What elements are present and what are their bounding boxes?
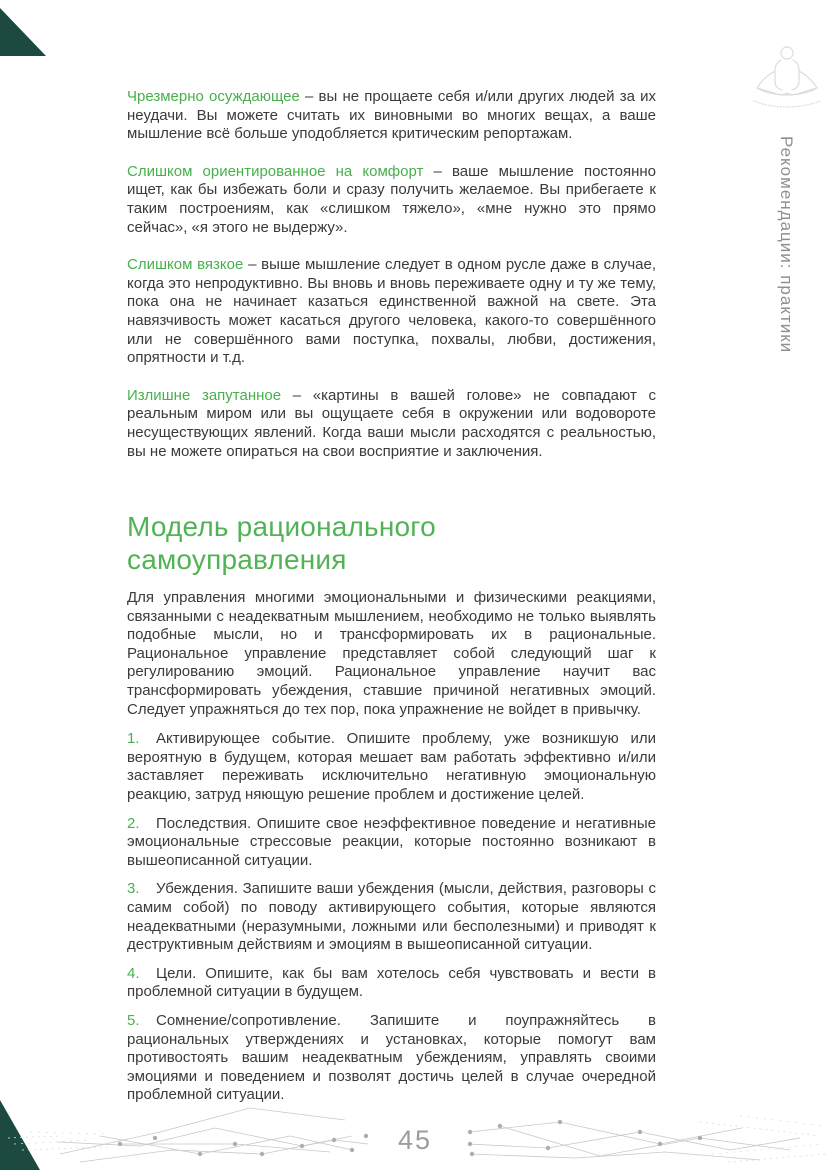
definition-paragraph: [127, 387, 656, 461]
step-number: 2.: [127, 814, 140, 832]
section-intro-paragraph: Для управления многими эмоциональными и физическими реакциями, связанными с неадекватным мышлением, необходимо не только выявлять подобные мысли, но и трансформировать их в рациональные. Рациональное управление представляет собой следующий шаг к регулированию эмоций. Рациональное управление научит вас трансформировать убеждения, ставшие причиной негативных эмоций. Следует упражняться до тех пор, пока упражнение не войдет в привычку.: [127, 589, 656, 718]
definition-term: Слишком ориентированное на комфорт: [127, 162, 434, 180]
step-text: Сомнение/сопротивление. Запишите и поупражняйтесь в рациональных утверждениях и установках, которые помогут вам противостоять вашим неадекватным убеждениям, управлять своими эмоциями и поведением и позволят достичь целей в случае очередной проблемной ситуации.: [127, 1011, 656, 1104]
page-number: 45: [385, 1125, 445, 1156]
main-text-column: [127, 88, 656, 1115]
step-text: Убеждения. Запишите ваши убеждения (мысли, действия, разговоры с самим собой) по поводу активирующего события, которые являются неадекватными (неразумными, ложными или бесполезными) и приводят к деструктивным действиям и эмоциям в вышеописанной ситуации.: [127, 880, 656, 954]
definition-text: – «картины в вашей голове» не совпадают с реальным миром или вы ощущаете себя в окружении или водовороте несуществующих явлений. Когда ваши мысли расходятся с реальностью, вы не можете опираться на свои восприятие и заключения.: [127, 386, 656, 460]
step-item: [127, 815, 656, 871]
definition-term: Чрезмерно осуждающее: [127, 88, 305, 105]
definition-text: – ваше мышление постоянно ищет, как бы избежать боли и сразу получить желаемое. Вы прибегаете к таким построениям, как «слишком тяжело», «мне нужно это прямо сейчас», «я этого не выдержу».: [127, 162, 656, 236]
steps-list: [127, 730, 656, 1105]
step-number: 4.: [127, 964, 140, 982]
step-item: [127, 965, 656, 1002]
step-item: [127, 1012, 656, 1105]
step-item: [127, 880, 656, 954]
definition-term: Излишне запутанное: [127, 386, 293, 404]
definition-paragraph: [127, 163, 656, 237]
definition-paragraph: [127, 88, 656, 144]
definition-term: Слишком вязкое: [127, 256, 249, 274]
definition-text: – вы не прощаете себя и/или других людей за их неудачи. Вы можете считать их виновными во многих вещах, а ваше мышление всё больше уподобляется критическим репортажам.: [127, 88, 656, 143]
step-text: Последствия. Опишите свое неэффективное поведение и негативные эмоциональные стрессовые реакции, которые постоянно возникают в вышеописанной ситуации.: [127, 814, 656, 869]
step-number: 5.: [127, 1011, 140, 1029]
definitions: [127, 88, 656, 461]
definition-paragraph: [127, 256, 656, 368]
step-text: Активирующее событие. Опишите проблему, уже возникшую или вероятную в будущем, которая мешает вам работать эффективно и/или заставляет переживать исключительно негативную эмоциональную реакцию, затруд няющую решение проблем и достижение целей.: [127, 730, 656, 804]
step-number: 1.: [127, 730, 140, 748]
meditation-person-icon: [750, 44, 824, 110]
definition-text: – выше мышление следует в одном русле даже в случае, когда это непродуктивно. Вы вновь и вновь переживаете одну и ту же тему, пока она не начинает казаться единственной важной на свете. Эта навязчивость может касаться другого человека, какого-то совершённого или не совершённого вами поступка, похвалы, любви, достижения, опрятности и т.д.: [127, 256, 656, 367]
section-title: Модель рационального самоуправления: [127, 511, 436, 576]
chapter-sidebar-label: Рекомендации: практики: [777, 136, 796, 354]
step-number: 3.: [127, 880, 140, 898]
step-text: Цели. Опишите, как бы вам хотелось себя чувствовать и вести в проблемной ситуации в будущем.: [127, 964, 656, 1001]
step-item: [127, 730, 656, 804]
corner-triangle-top-icon: [0, 0, 48, 58]
